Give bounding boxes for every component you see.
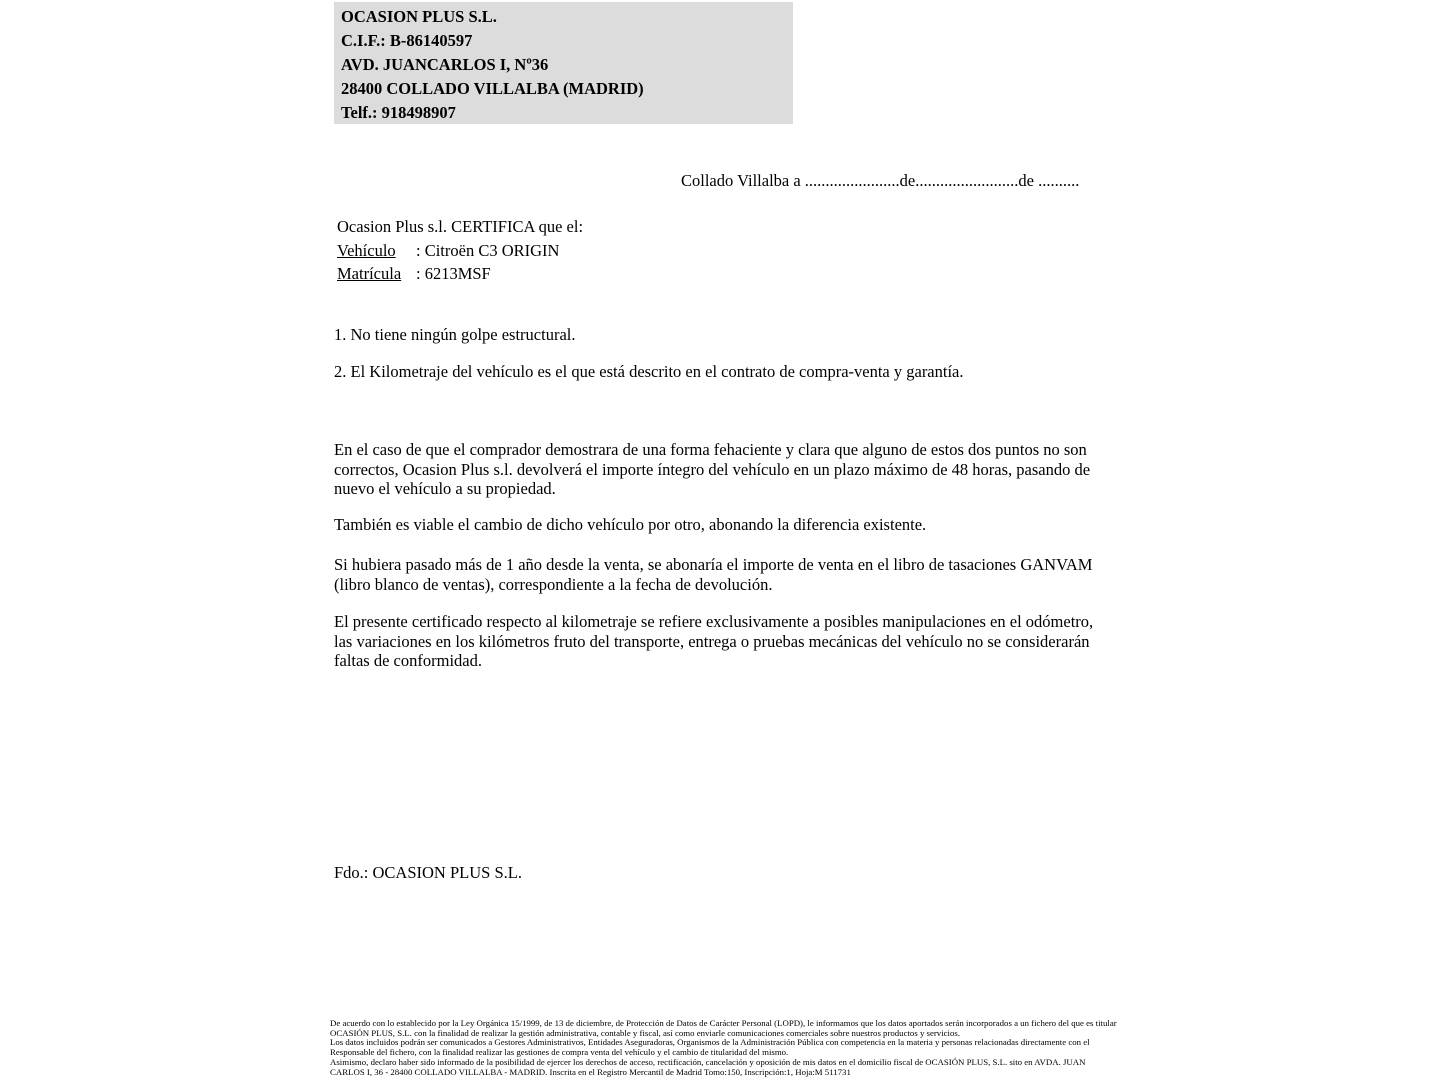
condition-point-1: 1. No tiene ningún golpe estructural. xyxy=(334,325,576,344)
vehicle-value: : Citroën C3 ORIGIN xyxy=(416,240,560,260)
date-line: Collado Villalba a .......................de.........................de .......... xyxy=(681,171,1080,190)
legal-line: Responsable del fichero, con la finalidad realizar las gestiones de compra venta del vehículo y el cambio de titularidad del mismo. xyxy=(330,1047,789,1058)
certification-intro: Ocasion Plus s.l. CERTIFICA que el: xyxy=(337,217,584,236)
company-address: AVD. JUANCARLOS I, Nº36 xyxy=(341,55,549,74)
company-phone: Telf.: 918498907 xyxy=(341,103,456,122)
paragraph-refund: En el caso de que el comprador demostrara de una forma fehaciente y clara que alguno de estos dos puntos no son correctos, Ocasion Plus s.l. devolverá el importe íntegro del vehículo en un plazo máximo de 48 horas, pasando de nuevo el vehículo a su propiedad. xyxy=(334,440,1091,499)
legal-line: Asimismo, declaro haber sido informado de la posibilidad de ejercer los derechos de acceso, rectificación, cancelación y oposición de mis datos en el domicilio fiscal de OCASIÓN PLUS, S.L. sito en AVDA. JUAN xyxy=(330,1056,1086,1067)
certification-block xyxy=(337,215,583,286)
signature-line: Fdo.: OCASION PLUS S.L. xyxy=(334,863,522,882)
paragraph-ganvam: Si hubiera pasado más de 1 año desde la venta, se abonaría el importe de venta en el libro de tasaciones GANVAM (libro blanco de ventas), correspondiente a la fecha de devolución. xyxy=(334,555,1093,594)
legal-line: Los datos incluidos podrán ser comunicados a Gestores Administrativos, Entidades Aseguradoras, Organismos de la Administración Pública con competencia en la materia y personas relacionadas directamente con el xyxy=(330,1037,1090,1048)
legal-line: OCASIÓN PLUS, S.L. con la finalidad de realizar la gestión administrativa, contable y fiscal, así como enviarle comunicaciones comerciales sobre nuestros productos y servicios. xyxy=(330,1027,961,1038)
company-cif: C.I.F.: B-86140597 xyxy=(341,31,473,50)
vehicle-label: Vehículo xyxy=(337,240,396,260)
company-header-box xyxy=(334,2,793,124)
paragraph-odometer: El presente certificado respecto al kilometraje se refiere exclusivamente a posibles manipulaciones en el odómetro, las variaciones en los kilómetros fruto del transporte, entrega o pruebas mecánicas del vehículo no se considerarán faltas de conformidad. xyxy=(334,612,1094,671)
condition-point-2: 2. El Kilometraje del vehículo es el que está descrito en el contrato de compra-venta y garantía. xyxy=(334,362,964,381)
plate-label: Matrícula xyxy=(337,264,402,284)
legal-line: CARLOS I, 36 - 28400 COLLADO VILLALBA - MADRID. Inscrita en el Registro Mercantil de Madrid Tomo:150, Inscripción:1, Hoja:M 511731 xyxy=(330,1066,851,1077)
company-name: OCASION PLUS S.L. xyxy=(341,7,497,26)
legal-notice xyxy=(330,1019,1117,1077)
company-city: 28400 COLLADO VILLALBA (MADRID) xyxy=(341,79,644,98)
plate-row xyxy=(337,262,583,286)
paragraph-exchange: También es viable el cambio de dicho vehículo por otro, abonando la diferencia existente. xyxy=(334,515,927,534)
plate-value: : 6213MSF xyxy=(416,264,491,284)
vehicle-row xyxy=(337,239,583,263)
legal-line: De acuerdo con lo establecido por la Ley Orgánica 15/1999, de 13 de diciembre, de Protección de Datos de Carácter Personal (LOPD), le informamos que los datos aportados serán incorporados a un fichero del que es titular xyxy=(330,1018,1117,1028)
